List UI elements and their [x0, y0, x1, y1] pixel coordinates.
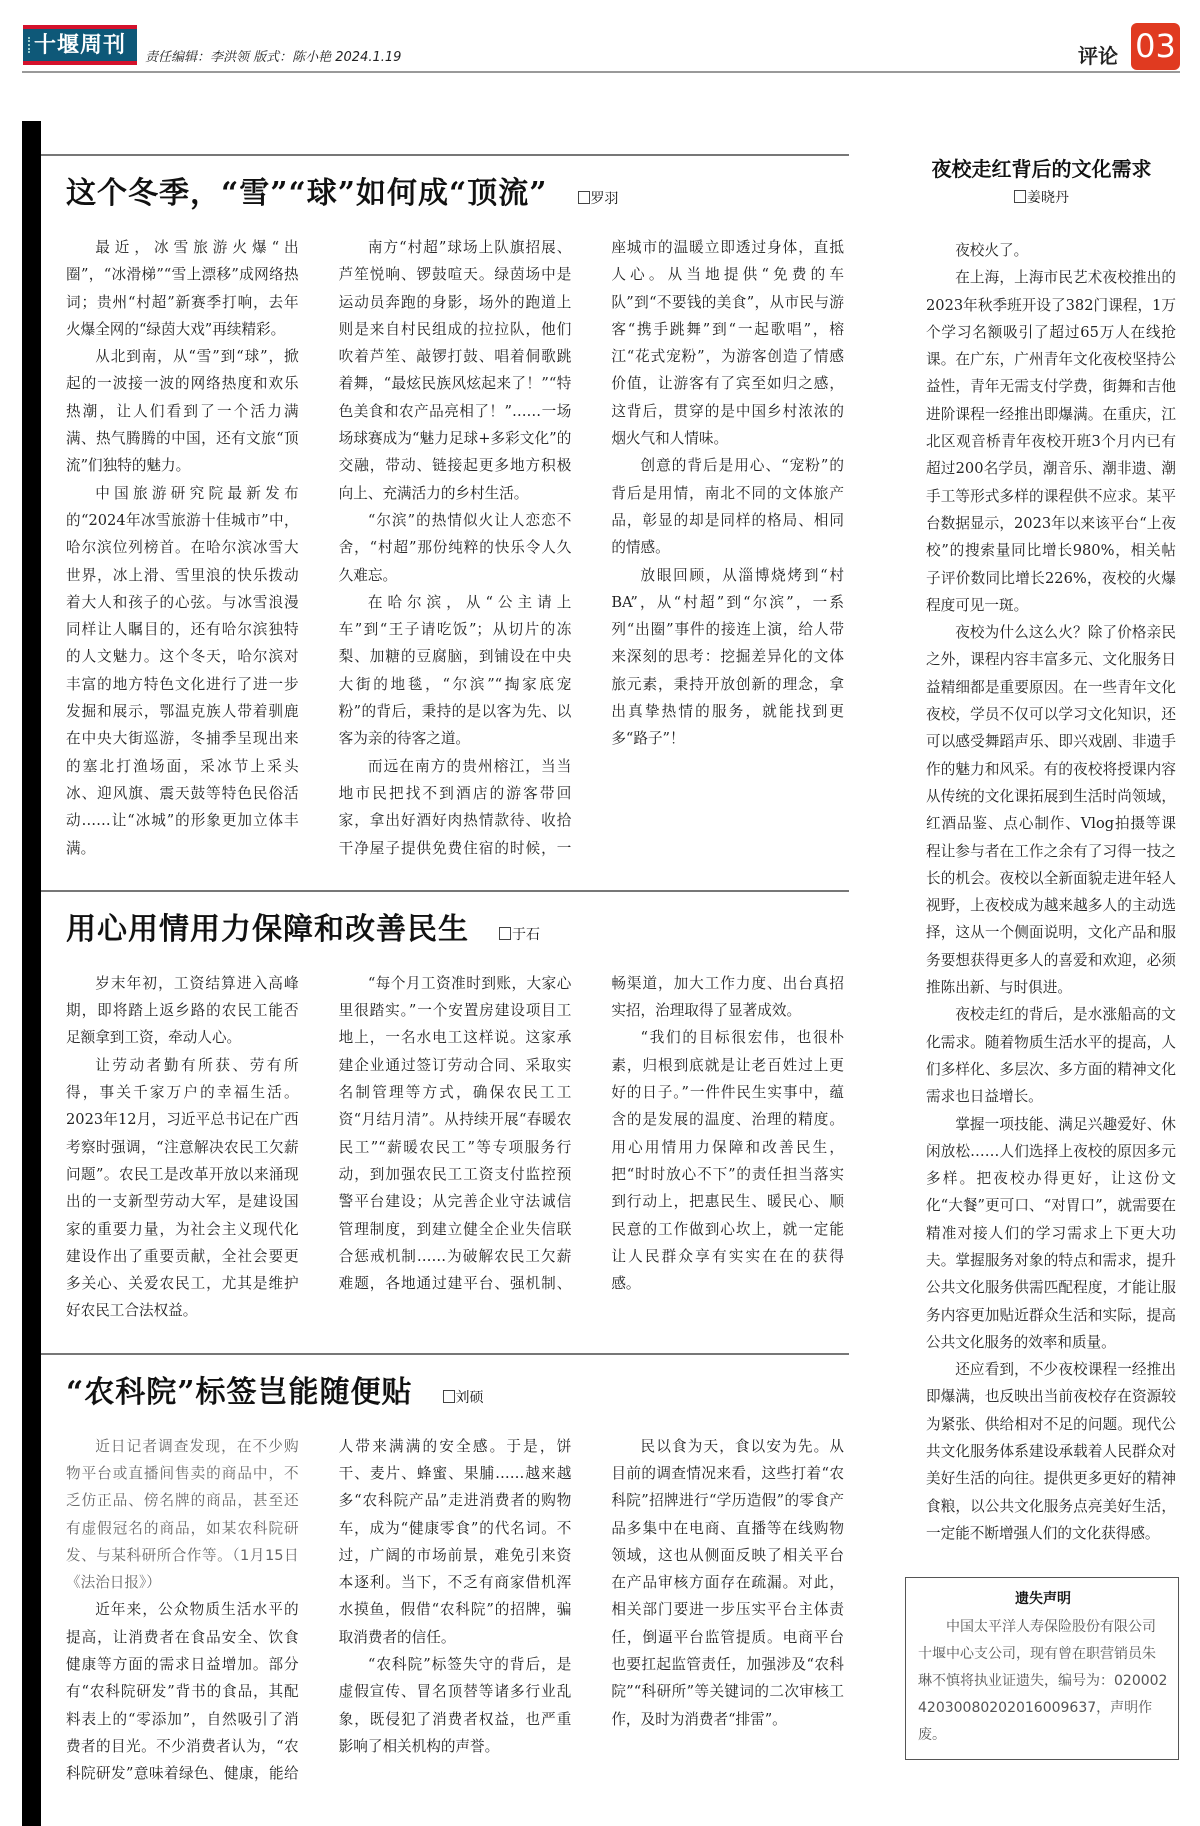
paragraph: 最近，冰雪旅游火爆“出圈”，“冰滑梯”“雪上漂移”成网络热词；贵州“村超”新赛季打响，去年火爆全网的“绿茵大戏”再续精彩。	[66, 239, 299, 338]
article-body	[66, 234, 844, 862]
side-column	[905, 155, 1178, 1760]
article-body	[66, 970, 844, 1325]
paragraph: 夜校为什么这么火？除了价格亲民之外，课程内容丰富多元、文化服务日益精细都是重要原因。在一些青年文化夜校，学员不仅可以学习文化知识，还可以感受舞蹈声乐、即兴戏剧、非遗手作的魅力和风采。有的夜校将授课内容从传统的文化课拓展到生活时尚领域，红酒品鉴、点心制作、Vlog拍摄等课程让参与者在工作之余有了习得一技之长的机会。夜校以全新面貌走进年轻人视野，上夜校成为越来越多人的主动选择，这从一个侧面说明，文化产品和服务要想获得更多人的喜爱和欢迎，必须推陈出新、与时俱进。	[926, 624, 1176, 997]
paragraph: 从北到南，从“雪”到“球”，掀起的一波接一波的网络热度和欢乐热潮，让人们看到了一个活力满满、热气腾腾的中国，还有文旅“顶流”们独特的魅力。	[66, 348, 299, 475]
side-article-byline	[905, 187, 1178, 207]
paragraph: 夜校走红的背后，是水涨船高的文化需求。随着物质生活水平的提高，人们多样化、多层次、多方面的精神文化需求也日益增长。	[926, 1006, 1176, 1106]
paragraph: 创意的背后是用心、“宠粉”的背后是用情，南北不同的文体旅产品，彰显的却是同样的格局、相同的情感。	[611, 457, 844, 557]
byline-box-icon	[578, 191, 590, 204]
paragraph: 在上海，上海市民艺术夜校推出的2023年秋季班开设了382门课程，1万个学习名额吸引了超过65万人在线抢课。在广东，广州青年文化夜校坚持公益性，青年无需支付学费，街舞和吉他进阶课程一经推出即爆满。在重庆，江北区观音桥青年夜校开班3个月内已有超过200名学员，潮音乐、潮非遗、潮手工等形式多样的课程供不应求。某平台数据显示，2023年以来该平台“上夜校”的搜索量同比增长980%，相关帖子评价数同比增长226%，夜校的火爆程度可见一斑。	[926, 269, 1176, 614]
paragraph: 民以食为天，食以安为先。从目前的调查情况来看，这些打着“农科院”招牌进行“学历造假”的零食产品多集中在电商、直播等在线购物领域，这也从侧面反映了相关平台在产品审核方面存在疏漏。对此，相关部门要进一步压实平台主体责任，倒逼平台监管提质。电商平台也要扛起监管责任，加强涉及“农科院”“科研所”等关键词的二次审核工作，及时为消费者“排雷”。	[611, 1437, 844, 1728]
paragraph: 放眼回顾，从淄博烧烤到“村BA”，从“村超”到“尔滨”，一系列“出圈”事件的接连上演，给人带来深刻的思考：挖掘差异化的文体旅元素，秉持开放创新的理念，拿出真挚热情的服务，就能找到更多“路子”！	[611, 566, 844, 748]
header-divider	[22, 71, 1180, 73]
masthead-logo	[23, 25, 137, 65]
paragraph: 岁末年初，工资结算进入高峰期，即将踏上返乡路的农民工能否足额拿到工资，牵动人心。	[66, 974, 299, 1047]
author-name: 刘硕	[455, 1389, 484, 1406]
paragraph: 中国旅游研究院最新发布的“2024年冰雪旅游十佳城市”中，哈尔滨位列榜首。在哈尔滨冰雪大世界，冰上滑、雪里浪的快乐拨动着大人和孩子的心弦。与冰雪浪漫同样让人瞩目的，还有哈尔滨独特的人文魅力。这个冬天，哈尔滨对丰富的地方特色文化进行了进一步发掘和展示，鄂温克族人带着驯鹿在中央大街巡游，冬捕季呈现出来的塞北打渔场面，采冰节上采头冰、迎风旗、震天鼓等特色民俗活动……让“冰城”的形象更加立体丰满。	[66, 484, 299, 857]
logo-text: 十堰周刊	[33, 32, 126, 58]
author-name: 罗羽	[590, 191, 619, 207]
byline-box-icon	[499, 927, 511, 940]
paragraph: “每个月工资准时到账，大家心里很踏实。”一个安置房建设项目工地上，一名水电工这样说。这家承建企业通过签订劳动合同、采取实名制管理等方式，确保农民工工资“月结月清”。从持续开展“春暖农民工”“薪暖农民工”等专项服务行动，到加强农民工工资支付监控预警平台建设；从完善企业守法诚信管理制度，到建立健全企业失信联合惩戒机制……为破解农民工欠薪难题，各地通过建平台、强机制、畅渠道，加大工作力度、出台真招实招，治理取得了显著成效。	[338, 974, 844, 1293]
article-header	[66, 1373, 849, 1413]
paragraph: “尔滨”的热情似火让人恋恋不舍，“村超”那份纯粹的快乐令人久久难忘。	[338, 511, 572, 584]
article-title: 用心用情用力保障和改善民生	[66, 911, 469, 947]
paragraph: 还应看到，不少夜校课程一经推出即爆满，也反映出当前夜校存在资源较为紧张、供给相对不足的问题。现代公共文化服务体系建设承载着人民群众对美好生活的向往。提供更多更好的精神食粮，以公共文化服务点亮美好生活，一定能不断增强人们的文化获得感。	[926, 1361, 1176, 1542]
byline-box-icon	[443, 1390, 455, 1403]
article	[41, 890, 849, 1353]
editor-credits: 责任编辑：李洪领 版式：陈小艳 2024.1.19	[145, 50, 402, 65]
author-name: 姜晓丹	[1027, 190, 1069, 206]
paragraph: 南方“村超”球场上队旗招展、芦笙悦响、锣鼓喧天。绿茵场中是运动员奔跑的身影，场外的跑道上则是来自村民组成的拉拉队，他们吹着芦笙、敲锣打鼓、唱着侗歌跳着舞，“最炫民族风炫起来了！”“特色美食和农产品亮相了！”……一场场球赛成为“魅力足球+多彩文化”的交融，带动、链接起更多地方积极向上、充满活力的乡村生活。	[338, 239, 572, 502]
article-title: “农科院”标签岂能随便贴	[66, 1374, 413, 1410]
paragraph: 在哈尔滨，从“公主请上车”到“王子请吃饭”；从切片的冻梨、加糖的豆腐脑，到铺设在中央大街的地毯，“尔滨”“掏家底宠粉”的背后，秉持的是以客为先、以客为亲的待客之道。	[338, 593, 572, 748]
lead-paragraph: 近日记者调查发现，在不少购物平台或直播间售卖的商品中，不乏仿正品、傍名牌的商品，甚至还有虚假冠名的商品，如某农科院研发、与某科研所合作等。（1月15日《法治日报》）	[66, 1437, 299, 1592]
article	[41, 1353, 849, 1816]
lost-notice-box	[905, 1577, 1179, 1760]
notice-text: 中国太平洋人寿保险股份有限公司十堰中心支公司，现有曾在职营销员朱琳不慎将执业证遗失，编号为：02000242030080202016009637，声明作废。	[918, 1619, 1168, 1744]
paragraph: 掌握一项技能、满足兴趣爱好、休闲放松……人们选择上夜校的原因多元多样。把夜校办得更好，让这份文化“大餐”更可口、“对胃口”，就需要在精准对接人们的学习需求上下更大功夫。掌握服务对象的特点和需求，提升公共文化服务供需匹配程度，才能让服务内容更加贴近群众生活和实际，提高公共文化服务的效率和质量。	[926, 1115, 1176, 1351]
paragraph: 让劳动者勤有所获、劳有所得，事关千家万户的幸福生活。2023年12月，习近平总书记在广西考察时强调，“注意解决农民工欠薪问题”。农民工是改革开放以来涌现出的一支新型劳动大军，是建设国家的重要力量，为社会主义现代化建设作出了重要贡献，全社会要更多关心、关爱农民工，尤其是维护好农民工合法权益。	[66, 1056, 299, 1320]
article	[41, 154, 849, 890]
article-byline	[499, 924, 540, 944]
paragraph: 近年来，公众物质生活水平的提高，让消费者在食品安全、饮食健康等方面的需求日益增加。部分有“农科院研发”背书的食品，其配料表上的“零添加”，自然吸引了消费者的目光。不少消费者认为，“农科院研发”意味着绿色、健康，能给人带来满满的安全感。于是，饼干、麦片、蜂蜜、果脯……越来越多“农科院产品”走进消费者的购物车，成为“健康零食”的代名词。不过，广阔的市场前景，难免引来资本逐利。当下，不乏有商家借机浑水摸鱼，假借“农科院”的招牌，骗取消费者的信任。	[66, 1437, 572, 1783]
page-number-badge: 03	[1131, 23, 1180, 70]
article-body	[66, 1433, 844, 1788]
paragraph: 夜校火了。	[955, 242, 1029, 259]
main-articles-area	[22, 121, 849, 1826]
byline-box-icon	[1014, 190, 1026, 203]
article-header	[66, 910, 849, 950]
notice-title: 遗失声明	[1015, 1591, 1071, 1608]
article-title: 这个冬季，“雪”“球”如何成“顶流”	[66, 176, 548, 211]
article-header	[66, 174, 849, 214]
article-byline	[578, 188, 619, 208]
author-name: 于石	[512, 926, 540, 943]
paragraph: 而远在南方的贵州榕江，当当地市民把找不到酒店的游客带回家，拿出好酒好肉热情款待、收拾干净屋子提供免费住宿的时候，一座城市的温暖立即透过身体，直抵人心。从当地提供“免费的车队”到“不要钱的美食”，从市民与游客“携手跳舞”到“一起歌唱”，榕江“花式宠粉”，为游客创造了情感价值，让游客有了宾至如归之感，这背后，贯穿的是中国乡村浓浓的烟火气和人情味。	[338, 239, 844, 857]
side-article-body	[926, 237, 1176, 1547]
section-label: 评论	[1078, 44, 1118, 68]
side-article-title: 夜校走红背后的文化需求	[931, 157, 1152, 181]
paragraph: “农科院”标签失守的背后，是虚假宣传、冒名顶替等诸多行业乱象，既侵犯了消费者权益，也严重影响了相关机构的声誉。	[338, 1656, 572, 1755]
logo-decoration	[28, 37, 32, 53]
article-byline	[443, 1387, 484, 1407]
paragraph: “我们的目标很宏伟，也很朴素，归根到底就是让老百姓过上更好的日子。”一件件民生实事中，蕴含的是发展的温度、治理的精度。用心用情用力保障和改善民生，把“时时放心不下”的责任担当落实到行动上，把惠民生、暖民心、顺民意的工作做到心坎上，就一定能让人民群众享有实实在在的获得感。	[611, 1029, 844, 1293]
